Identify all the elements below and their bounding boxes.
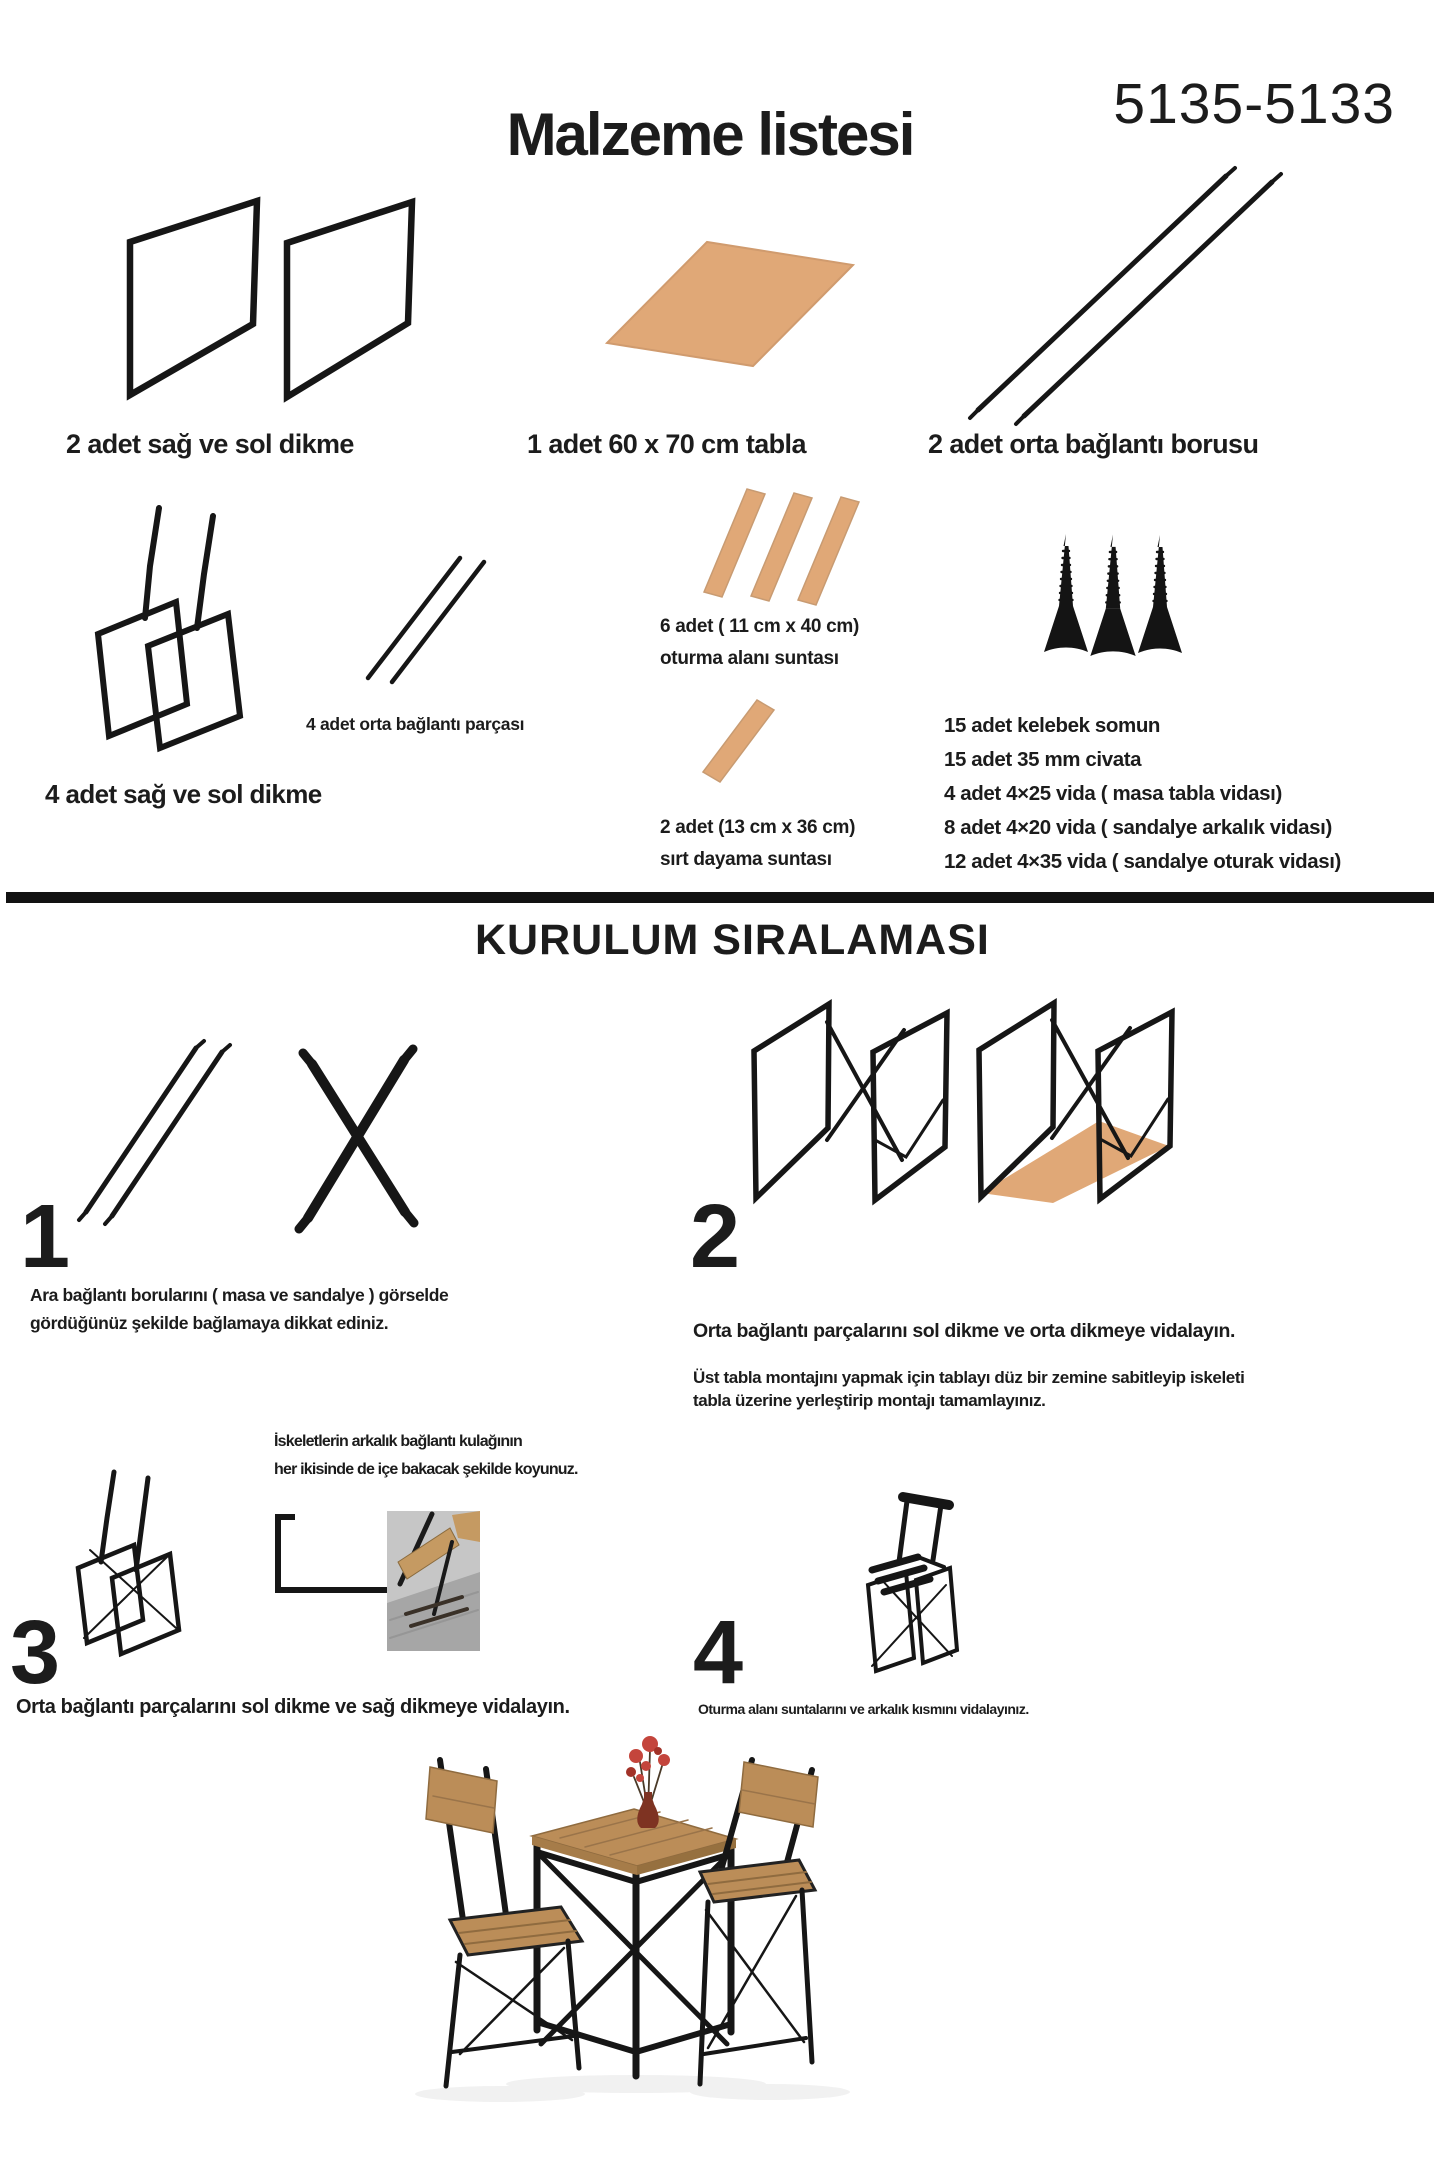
step1-text-line2: gördüğünüz şekilde bağlamaya dikkat ediniz. [30, 1313, 389, 1333]
step2-para-line2: tabla üzerine yerleştirip montajı tamamlayınız. [693, 1391, 1046, 1410]
label-seat-boards-line2: oturma alanı suntası [660, 648, 839, 669]
figure-seat-boards [704, 489, 859, 605]
section-divider [6, 892, 1434, 903]
step3-text: Orta bağlantı parçalarını sol dikme ve sağ dikmeye vidalayın. [16, 1696, 570, 1718]
step2-figure-frames-left [754, 1004, 947, 1200]
step3-number: 3 [10, 1603, 59, 1703]
product-photo [415, 1736, 850, 2102]
figure-center-connector-parts [368, 558, 484, 682]
label-back-boards-line1: 2 adet (13 cm x 36 cm) [660, 817, 856, 838]
step4-number: 4 [693, 1603, 742, 1703]
figure-four-side-frames [98, 508, 240, 748]
step3-figure-chair-frame [78, 1472, 179, 1654]
hardware-item: 4 adet 4×25 vida ( masa tabla vidası) [944, 782, 1282, 805]
step3-note-line2: her ikisinde de içe bakacak şekilde koyunuz. [274, 1461, 578, 1478]
step4-text: Oturma alanı suntalarını ve arkalık kısmını vidalayınız. [698, 1701, 1029, 1717]
step3-note-line1: İskeletlerin arkalık bağlantı kulağının [274, 1433, 523, 1450]
step1-text-line1: Ara bağlantı borularını ( masa ve sandalye ) görselde [30, 1285, 449, 1305]
step3-detail-photo [387, 1511, 480, 1651]
step1-figure-pipes [79, 1041, 230, 1224]
photo-chair-left [426, 1760, 582, 2086]
label-center-pipes: 2 adet orta bağlantı borusu [928, 429, 1259, 459]
sheet-title: Malzeme listesi [506, 101, 914, 168]
hardware-item: 8 adet 4×20 vida ( sandalye arkalık vidası) [944, 816, 1332, 839]
hardware-item: 15 adet kelebek somun [944, 714, 1161, 737]
figure-table-top-board [607, 242, 853, 366]
figure-two-side-frames [130, 201, 412, 397]
section-title: KURULUM SIRALAMASI [475, 916, 990, 964]
hardware-item: 15 adet 35 mm civata [944, 748, 1142, 771]
step1-number: 1 [20, 1187, 69, 1287]
label-back-boards-line2: sırt dayama suntası [660, 849, 832, 870]
step2-figure-frames-right [979, 1003, 1172, 1203]
label-side-frames-2: 2 adet sağ ve sol dikme [66, 429, 354, 459]
label-table-top: 1 adet 60 x 70 cm tabla [527, 429, 806, 459]
step1-figure-x-brace [299, 1049, 414, 1229]
step4-figure-chair [868, 1497, 957, 1671]
label-center-connectors: 4 adet orta bağlantı parçası [306, 714, 525, 734]
step2-para-line1: Üst tabla montajını yapmak için tablayı düz bir zemine sabitleyip iskeleti [693, 1368, 1245, 1387]
step2-number: 2 [690, 1187, 739, 1287]
figure-center-pipes [970, 168, 1281, 424]
product-code: 5135-5133 [1113, 72, 1395, 136]
label-seat-boards-line1: 6 adet ( 11 cm x 40 cm) [660, 616, 860, 637]
figure-back-board [703, 700, 774, 782]
hardware-item: 12 adet 4×35 vida ( sandalye oturak vidası) [944, 850, 1341, 873]
step2-text: Orta bağlantı parçalarını sol dikme ve orta dikmeye vidalayın. [693, 1320, 1236, 1342]
label-side-frames-4: 4 adet sağ ve sol dikme [45, 779, 322, 809]
figure-screws [1044, 534, 1182, 656]
